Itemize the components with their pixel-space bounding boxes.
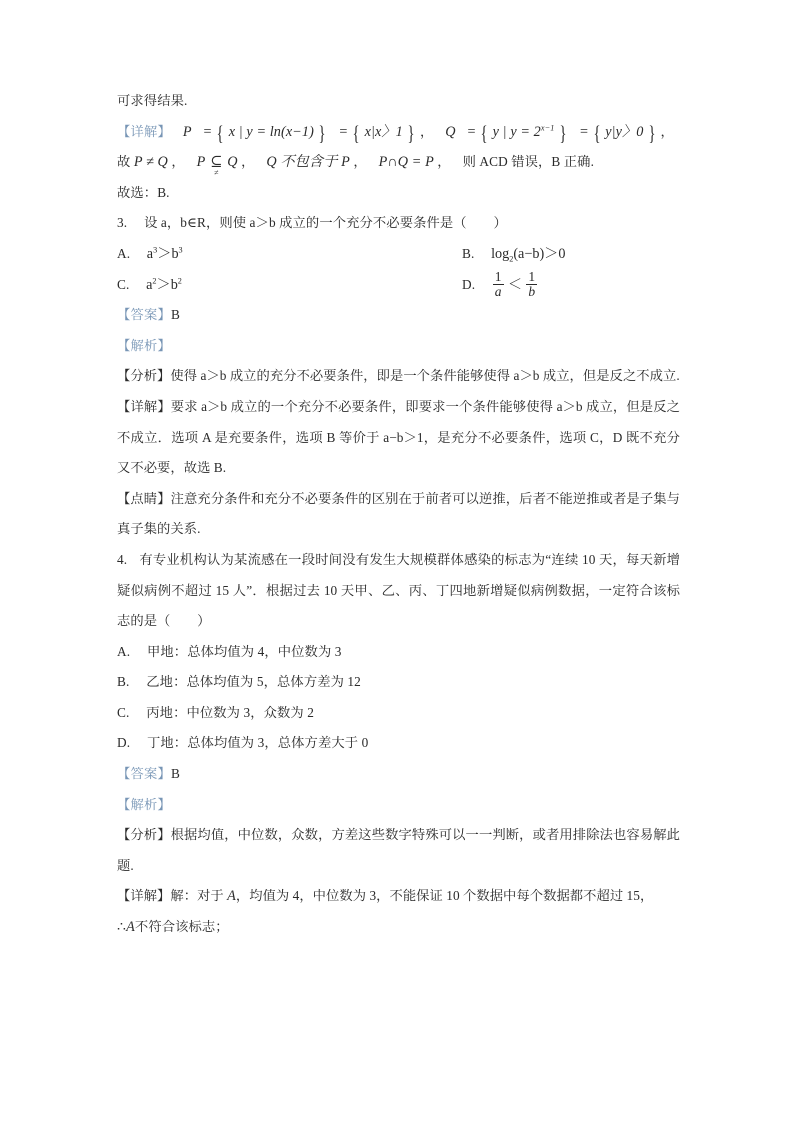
- fraction-1-denominator: a: [494, 283, 502, 299]
- q2-detail-formula-line: [117, 117, 680, 148]
- question-3-dianjing-text: 注意充分条件和充分不必要条件的区别在于前者可以逆推，后者不能逆推或者是子集与真子集的关系.: [117, 490, 680, 537]
- text-line-keqiu: 可求得结果.: [117, 93, 188, 108]
- brace-open-3: {: [480, 120, 488, 145]
- fraction-2-numerator: 1: [528, 268, 536, 284]
- question-4-answer-line: [117, 759, 680, 790]
- xiangjie-tag-q4: 【详解】: [117, 888, 171, 904]
- relation-subset-left: P: [196, 154, 206, 171]
- formula-eq-4: =: [580, 123, 589, 140]
- analysis-tag-q3: 【解析】: [117, 337, 171, 353]
- question-3-answer-value: B: [171, 307, 180, 323]
- relation-subset-right: Q: [227, 154, 238, 171]
- option-b-base: 2: [509, 254, 514, 264]
- formula-comma-1: ，: [419, 123, 434, 139]
- formula-Q-lhs: Q: [445, 123, 456, 140]
- option-c-sup2: 2: [177, 276, 182, 286]
- formula-P-set1: x | y = ln(x−1): [228, 123, 314, 140]
- conclusion-text: 不符合该标志；: [134, 919, 229, 935]
- conclusion-var: A: [126, 919, 135, 936]
- question-4-answer-value: B: [171, 766, 180, 782]
- question-3-option-d[interactable]: [462, 270, 680, 301]
- question-3-fenxi-paragraph: [117, 361, 680, 392]
- relation-not-contained: Q 不包含于 P: [266, 154, 350, 171]
- question-4-option-a[interactable]: [117, 637, 680, 668]
- brace-open-2: {: [352, 120, 360, 145]
- q4-option-b-label: B.: [117, 674, 130, 690]
- relations-sep-2: ，: [241, 154, 255, 170]
- option-a-base2: b: [171, 245, 179, 262]
- question-4-xiangjie-paragraph: [117, 881, 680, 912]
- relations-sep-4: ，: [437, 154, 451, 170]
- option-a-sup1: 3: [153, 245, 158, 255]
- q4-option-d-text: 丁地：总体均值为 3，总体方差大于 0: [147, 735, 369, 751]
- therefore-icon: ∴: [117, 919, 127, 936]
- question-4-fenxi-text: 根据均值，中位数，众数，方差这些数字特殊可以一一判断，或者用排除法也容易解此题.: [117, 827, 680, 873]
- fenxi-tag-q4: 【分析】: [117, 827, 171, 843]
- option-d-label: D.: [462, 276, 476, 292]
- option-a-label: A.: [117, 245, 131, 261]
- question-4-fenxi-paragraph: [117, 820, 680, 881]
- relation-cap-left: P: [378, 154, 388, 171]
- formula-Q-set2: y|y〉0: [605, 123, 644, 140]
- answer-tag-q4: 【答案】: [117, 766, 171, 782]
- relations-sep-3: ，: [353, 154, 367, 170]
- brace-open-1: {: [216, 120, 224, 145]
- question-3-dianjing-paragraph: [117, 484, 680, 545]
- question-3-answer-line: [117, 300, 680, 331]
- formula-Q-exponent: x−1: [540, 123, 555, 133]
- brace-open-4: {: [593, 120, 601, 145]
- question-3-xiangjie-paragraph: [117, 392, 680, 484]
- dianjing-tag-q3: 【点睛】: [117, 490, 171, 506]
- q2-choose-line: 故选：B.: [117, 184, 170, 200]
- brace-close-1: }: [318, 120, 327, 145]
- q4-option-c-label: C.: [117, 704, 130, 720]
- xiangjie-tag: 【详解】: [117, 123, 171, 139]
- option-a-rel: ＞: [157, 245, 172, 262]
- question-4-option-d[interactable]: [117, 728, 680, 759]
- relations-tail: 则 ACD 错误，B 正确.: [462, 154, 594, 170]
- question-3-option-a[interactable]: [117, 239, 462, 270]
- xiangjie-tag-q3: 【详解】: [117, 398, 171, 414]
- question-3-options-row-1: [117, 239, 680, 270]
- question-3-xiangjie-text: 要求 a＞b 成立的一个充分不必要条件，即要求一个条件能够使得 a＞b 成立，但是反之不成立．选项 A 是充要条件，选项 B 等价于 a−b＞1，是充分不必要条件，选项 C，D 既不充分又不必要，故选 B.: [117, 398, 681, 476]
- question-4-analysis-label: [117, 790, 680, 821]
- question-3-option-b[interactable]: [462, 239, 680, 270]
- question-4-stem: [117, 545, 680, 637]
- q4-option-b-text: 乙地：总体均值为 5，总体方差为 12: [146, 674, 361, 690]
- question-3-stem-text: 设 a，b∈R，则使 a＞b 成立的一个充分不必要条件是（ ）: [144, 215, 507, 231]
- question-4-option-c[interactable]: [117, 698, 680, 729]
- relation-not-equal: P ≠ Q: [133, 154, 168, 171]
- option-c-sup1: 2: [152, 276, 157, 286]
- question-3-number: 3.: [117, 215, 128, 231]
- q4-option-a-text: 甲地：总体均值为 4，中位数为 3: [147, 643, 342, 659]
- formula-eq-3: =: [467, 123, 476, 140]
- relations-prefix: 故: [117, 154, 131, 170]
- option-d-fraction-2: [526, 270, 537, 299]
- brace-close-3: }: [559, 120, 567, 145]
- question-4-xiangjie-conclusion: [117, 912, 680, 943]
- option-d-rel: ＜: [507, 276, 523, 293]
- fraction-2-denominator: b: [528, 283, 536, 299]
- option-b-log: log: [491, 245, 510, 262]
- q4-xiangjie-var: A: [227, 888, 236, 905]
- intersection-icon: ∩: [387, 154, 398, 171]
- fraction-1-numerator: 1: [494, 268, 502, 284]
- q4-xiangjie-post: ，均值为 4，中位数为 3，不能保证 10 个数据中每个数据都不超过 15，: [235, 888, 654, 904]
- relation-cap-right: Q = P: [397, 154, 434, 171]
- q4-option-d-label: D.: [117, 735, 131, 751]
- q4-option-c-text: 丙地：中位数为 3，众数为 2: [146, 704, 314, 720]
- question-4-option-b[interactable]: [117, 667, 680, 698]
- option-a-sup2: 3: [178, 245, 183, 255]
- q2-detail-relations-line: [117, 147, 680, 178]
- fenxi-tag-q3: 【分析】: [117, 368, 171, 384]
- proper-subset-icon: ⊆ ≠: [210, 154, 223, 178]
- option-b-label: B.: [462, 245, 475, 261]
- option-c-base1: a: [146, 276, 153, 293]
- formula-P-set2: x|x〉1: [364, 123, 403, 140]
- formula-eq-2: =: [339, 123, 348, 140]
- option-d-fraction-1: [493, 270, 504, 299]
- option-c-base2: b: [170, 276, 178, 293]
- option-c-rel: ＞: [156, 276, 171, 293]
- question-4-number: 4.: [117, 551, 128, 567]
- question-3-stem: [117, 208, 680, 239]
- q4-option-a-label: A.: [117, 643, 131, 659]
- formula-Q-set1: y | y = 2: [492, 123, 541, 140]
- question-3-analysis-label: [117, 331, 680, 362]
- question-4-stem-text: 有专业机构认为某流感在一段时间没有发生大规模群体感染的标志为“连续 10 天，每天新增疑似病例不超过 15 人”．根据过去 10 天甲、乙、丙、丁四地新增疑似病例数据，一定符合该标志的是（ ）: [117, 551, 680, 629]
- formula-P-lhs: P: [182, 123, 192, 140]
- formula-eq-1: =: [203, 123, 212, 140]
- analysis-tag-q4: 【解析】: [117, 796, 171, 812]
- question-3-option-c[interactable]: [117, 270, 462, 301]
- option-b-expr: (a−b)＞0: [513, 245, 566, 262]
- option-a-base1: a: [146, 245, 154, 262]
- question-3-fenxi-text: 使得 a＞b 成立的充分不必要条件，即是一个条件能够使得 a＞b 成立，但是反之不成立.: [170, 368, 680, 384]
- formula-comma-2: ，: [660, 123, 674, 139]
- brace-close-4: }: [648, 120, 656, 145]
- option-c-label: C.: [117, 276, 130, 292]
- q4-xiangjie-pre: 解：对于: [170, 888, 228, 904]
- answer-tag-q3: 【答案】: [117, 307, 171, 323]
- relations-sep-1: ，: [171, 154, 185, 170]
- question-3-options-row-2: [117, 270, 680, 301]
- brace-close-2: }: [407, 120, 415, 145]
